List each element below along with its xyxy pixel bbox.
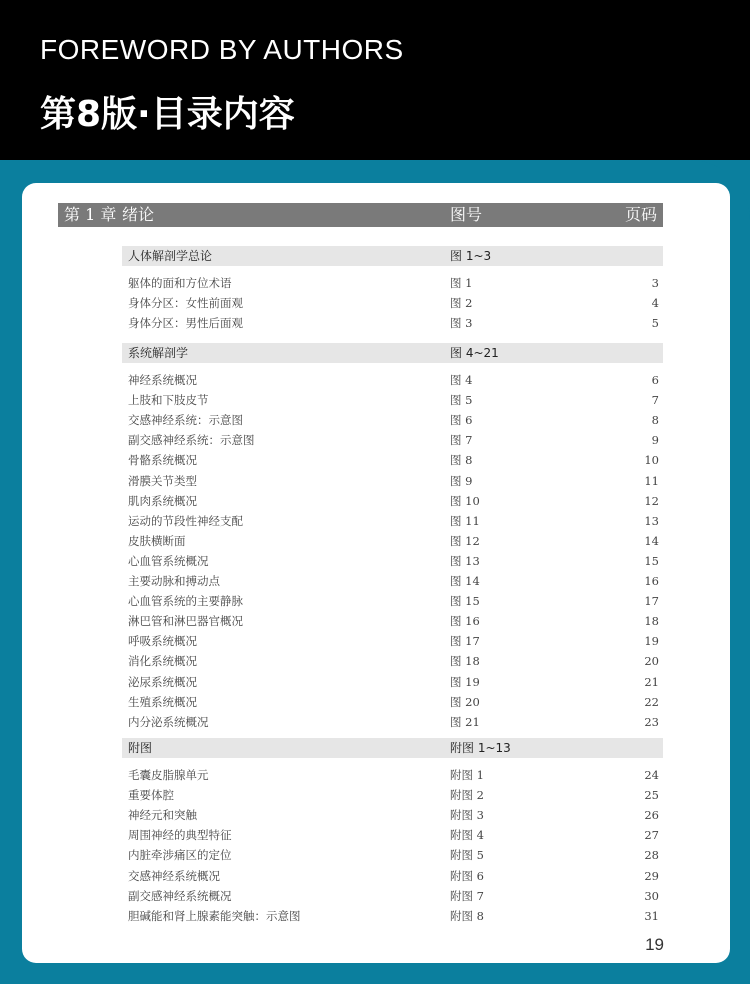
toc-entry-figure: 附图 7 bbox=[450, 888, 484, 903]
toc-entry-page: 9 bbox=[651, 433, 659, 448]
toc-entry-figure: 图 19 bbox=[450, 674, 480, 689]
toc-row bbox=[122, 471, 663, 491]
toc-entry-title: 躯体的面和方位术语 bbox=[128, 276, 232, 290]
toc-entry-page: 20 bbox=[644, 654, 659, 669]
toc-entry-page: 28 bbox=[644, 848, 659, 863]
toc-entry-figure: 图 11 bbox=[450, 513, 480, 528]
toc-entry-title: 周围神经的典型特征 bbox=[128, 828, 232, 843]
toc-entry-title: 重要体腔 bbox=[128, 788, 174, 803]
header-banner bbox=[0, 0, 750, 160]
toc-row bbox=[122, 651, 663, 671]
toc-entry-page: 18 bbox=[644, 614, 659, 629]
toc-entry-page: 24 bbox=[644, 768, 659, 782]
toc-entry-page: 11 bbox=[644, 473, 659, 488]
toc-row bbox=[122, 390, 663, 410]
header-subtitle: FOREWORD BY AUTHORS bbox=[40, 34, 404, 65]
toc-entry-title: 心血管系统的主要静脉 bbox=[128, 594, 243, 609]
chapter-header bbox=[58, 203, 663, 227]
toc-entry-figure: 图 20 bbox=[450, 694, 480, 709]
toc-entry-figure: 图 6 bbox=[450, 413, 473, 428]
toc-row bbox=[122, 805, 663, 825]
toc-row bbox=[122, 866, 663, 886]
chapter-label: 第 1 章 bbox=[64, 205, 117, 224]
toc-entry-page: 3 bbox=[651, 276, 659, 290]
toc-entry-page: 6 bbox=[651, 373, 659, 387]
toc-row bbox=[122, 785, 663, 805]
toc-entry-page: 5 bbox=[651, 316, 659, 331]
toc-entry-figure: 附图 8 bbox=[450, 908, 484, 923]
toc-entry-title: 交感神经系统概况 bbox=[128, 868, 220, 883]
toc-entry-page: 10 bbox=[644, 453, 659, 468]
toc-entry-title: 内脏牵涉痛区的定位 bbox=[128, 848, 232, 863]
toc-row bbox=[122, 430, 663, 450]
toc-row bbox=[122, 672, 663, 692]
toc-entry-title: 交感神经系统：示意图 bbox=[128, 413, 243, 428]
toc-entry-title: 淋巴管和淋巴器官概况 bbox=[128, 614, 243, 629]
toc-entry-title: 身体分区：女性前面观 bbox=[128, 296, 243, 311]
toc-entry-figure: 图 16 bbox=[450, 614, 480, 629]
toc-row bbox=[122, 886, 663, 906]
toc-entry-figure: 图 2 bbox=[450, 296, 473, 311]
column-header-page: 页码 bbox=[624, 205, 657, 224]
toc-row bbox=[122, 450, 663, 470]
toc-entry-figure: 图 5 bbox=[450, 393, 473, 408]
toc-entry-page: 31 bbox=[644, 908, 659, 923]
toc-row bbox=[122, 551, 663, 571]
toc-entry-page: 12 bbox=[644, 493, 659, 508]
toc-entry-page: 23 bbox=[644, 714, 659, 729]
toc-entry-page: 19 bbox=[644, 634, 659, 649]
toc-entry-title: 运动的节段性神经支配 bbox=[128, 513, 243, 528]
toc-entry-page: 25 bbox=[644, 788, 659, 803]
toc-entry-title: 呼吸系统概况 bbox=[128, 634, 197, 649]
toc-entry-page: 21 bbox=[644, 674, 659, 689]
toc-entry-figure: 图 14 bbox=[450, 574, 480, 588]
toc-entry-figure: 附图 4 bbox=[450, 828, 484, 843]
toc-entry-page: 29 bbox=[644, 868, 659, 883]
toc-entry-title: 胆碱能和肾上腺素能突触：示意图 bbox=[128, 908, 301, 923]
toc-row bbox=[122, 712, 663, 732]
toc-entry-figure: 图 18 bbox=[450, 654, 480, 669]
toc-entry-page: 17 bbox=[644, 594, 659, 609]
toc-entry-figure: 附图 2 bbox=[450, 788, 484, 803]
chapter-title: 绪论 bbox=[122, 205, 155, 224]
toc-entry-figure: 图 15 bbox=[450, 594, 480, 609]
toc-entry-title: 神经元和突触 bbox=[128, 808, 197, 823]
toc-row bbox=[122, 845, 663, 865]
section-title: 系统解剖学 bbox=[128, 346, 189, 360]
toc-entry-page: 26 bbox=[644, 808, 659, 823]
toc-entry-figure: 图 4 bbox=[450, 373, 473, 387]
toc-row bbox=[122, 273, 663, 293]
toc-entry-title: 上肢和下肢皮节 bbox=[128, 393, 209, 408]
toc-entry-page: 4 bbox=[651, 296, 659, 311]
toc-row bbox=[122, 293, 663, 313]
toc-row bbox=[122, 825, 663, 845]
toc-entry-title: 骨骼系统概况 bbox=[128, 453, 197, 468]
toc-entry-figure: 图 21 bbox=[450, 714, 480, 729]
toc-entry-figure: 附图 1 bbox=[450, 768, 484, 782]
toc-entry-figure: 附图 5 bbox=[450, 848, 484, 863]
toc-entry-figure: 图 7 bbox=[450, 433, 473, 448]
section-title: 附图 bbox=[128, 741, 153, 755]
toc-page bbox=[22, 183, 730, 963]
toc-entry-title: 滑膜关节类型 bbox=[128, 473, 197, 488]
header-title: 第8版·目录内容 bbox=[40, 94, 295, 135]
toc-entry-title: 皮肤横断面 bbox=[128, 533, 186, 548]
toc-row bbox=[122, 370, 663, 390]
toc-row bbox=[122, 692, 663, 712]
toc-entry-title: 神经系统概况 bbox=[128, 373, 197, 387]
toc-entry-figure: 图 12 bbox=[450, 533, 480, 548]
toc-row bbox=[122, 491, 663, 511]
toc-entry-page: 16 bbox=[644, 574, 659, 588]
toc-row bbox=[122, 531, 663, 551]
toc-entry-page: 7 bbox=[651, 393, 659, 408]
toc-entry-page: 30 bbox=[644, 888, 659, 903]
toc-entry-page: 13 bbox=[644, 513, 659, 528]
toc-entry-figure: 图 8 bbox=[450, 453, 473, 468]
toc-entry-page: 14 bbox=[644, 533, 659, 548]
toc-entry-title: 肌肉系统概况 bbox=[128, 493, 197, 508]
toc-entry-figure: 附图 6 bbox=[450, 868, 484, 883]
toc-entry-title: 生殖系统概况 bbox=[128, 694, 197, 709]
toc-row bbox=[122, 313, 663, 333]
toc-entry-page: 22 bbox=[644, 694, 659, 709]
toc-row bbox=[122, 410, 663, 430]
toc-entry-figure: 图 9 bbox=[450, 473, 473, 488]
toc-entry-title: 副交感神经系统概况 bbox=[128, 888, 232, 903]
section-header bbox=[122, 738, 663, 758]
toc-entry-figure: 图 10 bbox=[450, 493, 480, 508]
toc-row bbox=[122, 611, 663, 631]
toc-row bbox=[122, 765, 663, 785]
section-header bbox=[122, 246, 663, 266]
toc-entry-title: 副交感神经系统：示意图 bbox=[128, 433, 255, 448]
section-figure-range: 图 1~3 bbox=[450, 249, 492, 263]
toc-entry-page: 15 bbox=[644, 553, 659, 568]
toc-entry-figure: 图 1 bbox=[450, 276, 473, 290]
section-title: 人体解剖学总论 bbox=[128, 249, 213, 263]
toc-entry-title: 泌尿系统概况 bbox=[128, 674, 197, 689]
toc-row bbox=[122, 511, 663, 531]
toc-entry-figure: 图 3 bbox=[450, 316, 473, 331]
toc-entry-title: 内分泌系统概况 bbox=[128, 714, 209, 729]
toc-entry-figure: 附图 3 bbox=[450, 808, 484, 823]
toc-entry-page: 8 bbox=[651, 413, 659, 428]
column-header-figure: 图号 bbox=[450, 205, 483, 224]
toc-row bbox=[122, 631, 663, 651]
toc-entry-title: 主要动脉和搏动点 bbox=[128, 574, 220, 588]
toc-entry-figure: 图 13 bbox=[450, 553, 480, 568]
toc-entry-page: 27 bbox=[644, 828, 659, 843]
toc-row bbox=[122, 591, 663, 611]
section-figure-range: 图 4~21 bbox=[450, 346, 499, 360]
page-number: 19 bbox=[645, 935, 664, 954]
toc-row bbox=[122, 906, 663, 926]
toc-entry-title: 毛囊皮脂腺单元 bbox=[128, 768, 209, 782]
section-figure-range: 附图 1~13 bbox=[450, 741, 511, 755]
section-header bbox=[122, 343, 663, 363]
toc-entry-title: 消化系统概况 bbox=[128, 654, 197, 669]
toc-entry-title: 心血管系统概况 bbox=[128, 553, 209, 568]
toc-entry-figure: 图 17 bbox=[450, 634, 480, 649]
toc-entry-title: 身体分区：男性后面观 bbox=[128, 316, 243, 331]
toc-row bbox=[122, 571, 663, 591]
